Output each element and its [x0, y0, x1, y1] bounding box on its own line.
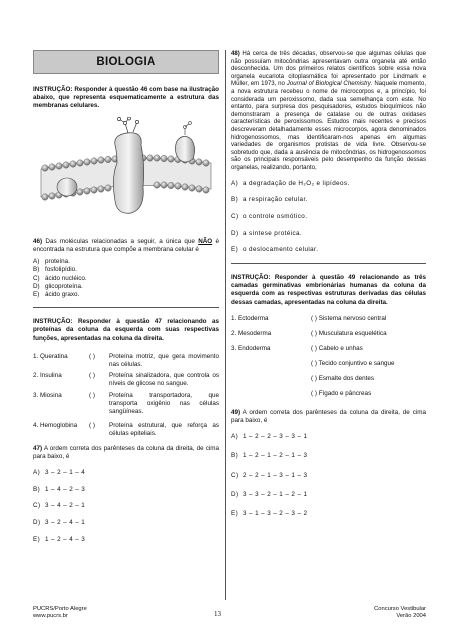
footer-left — [33, 606, 219, 621]
q49-paren-1[interactable]: ( ) — [311, 314, 317, 322]
q49-right-2: ( ) Musculatura esquelética — [311, 329, 387, 337]
q46-text-a: Das moléculas relacionadas a seguir, a única que — [42, 237, 199, 245]
q49-option-c[interactable]: C) 2 – 2 – 1 – 3 – 1 – 3 — [231, 471, 308, 479]
peripheral-protein — [175, 136, 194, 162]
q47-paren-2[interactable]: ( ) — [89, 372, 95, 380]
q48-option-e[interactable]: E) o deslocamento celular. — [231, 246, 319, 254]
q47-right-1: Proteína motriz, que gera movimento nas células. — [109, 352, 219, 369]
q49-right-4: ( ) Tecido conjuntivo e sangue — [311, 359, 395, 367]
q48-option-b[interactable]: B) a respiração celular. — [231, 196, 308, 204]
q48-options — [231, 180, 426, 255]
q47-paren-3[interactable]: ( ) — [89, 391, 95, 399]
footer-exam-name: Concurso Vestibular — [374, 606, 426, 612]
q49-right-6: ( ) Fígado e pâncreas — [311, 389, 372, 397]
q47-number: 47) — [33, 444, 43, 452]
question-47 — [33, 445, 219, 461]
footer-exam-edition: Verão 2004 — [396, 613, 426, 620]
q47-options — [33, 469, 219, 544]
q47-option-d[interactable]: D) 3 – 2 – 4 – 1 — [33, 519, 86, 527]
q49-left-1: 1. Ectoderma — [231, 314, 269, 322]
q48-number: 48) — [231, 50, 240, 57]
q49-matching — [231, 315, 426, 405]
q48-text-a: Há cerca de três décadas, observou-se que algumas células que não possuíam mitocôndrias apresentavam outra organela até então desconhecida. Um dos primeiros relatos científicos sobre essa nova organela eucariota citoplasmática foi apresentado por Lindmark e Müller, em 1973, no — [231, 50, 426, 88]
q47-text: A ordem correta dos parênteses da coluna da direita, de cima para baixo, é — [33, 444, 219, 460]
q47-option-b[interactable]: B) 1 – 4 – 2 – 3 — [33, 485, 86, 493]
q47-paren-4[interactable]: ( ) — [89, 422, 95, 430]
q49-paren-6[interactable]: ( ) — [311, 389, 317, 397]
q46-options — [33, 258, 219, 299]
section-title: BIOLOGIA — [96, 55, 156, 68]
q48-option-d[interactable]: D) a síntese protéica. — [231, 229, 303, 237]
page-number: 13 — [214, 610, 221, 618]
question-48 — [231, 50, 426, 172]
footer-website[interactable]: www.pucrs.br — [33, 613, 68, 620]
q47-left-1: 1. Queratina — [33, 352, 68, 360]
instruction-49: INSTRUÇÃO: Responder à questão 49 relacionando as três camadas germinativas embrionárias humanas da coluna da esquerda com as respectivas estruturas derivadas das células dessas camadas, apresentadas na coluna da direita. — [231, 274, 426, 306]
q48-option-a[interactable]: A) a degradação de H₂O₂ e lipídeos. — [231, 179, 350, 187]
q46-option-c[interactable]: C) ácido nucléico. — [33, 274, 87, 282]
q49-option-a[interactable]: A) 1 – 2 – 2 – 3 – 3 – 1 — [231, 433, 308, 441]
q49-left-3: 3. Endoderma — [231, 344, 271, 352]
q47-right-4: Proteína estrutural, que reforça as células epiteliais. — [109, 422, 219, 438]
q49-left-2: 2. Mesoderma — [231, 329, 272, 337]
membrane-illustration — [33, 117, 219, 225]
q47-option-c[interactable]: C) 3 – 4 – 2 – 1 — [33, 502, 86, 510]
q47-option-a[interactable]: A) 3 – 2 – 1 – 4 — [33, 469, 86, 477]
q47-matching — [33, 353, 219, 439]
footer-institution: PUCRS/Porto Alegre — [33, 606, 87, 612]
section-title-box — [33, 50, 219, 74]
transmembrane-protein — [113, 132, 143, 213]
q49-paren-2[interactable]: ( ) — [311, 329, 317, 337]
left-column — [33, 50, 219, 553]
q49-right-3: ( ) Cabelo e unhas — [311, 344, 363, 352]
q49-paren-5[interactable]: ( ) — [311, 374, 317, 382]
q47-left-3: 3. Miosina — [33, 391, 62, 399]
q49-number: 49) — [231, 408, 241, 416]
q49-option-e[interactable]: E) 3 – 1 – 3 – 2 – 3 – 2 — [231, 510, 308, 518]
glycoprotein-chains — [117, 117, 138, 133]
separator — [231, 263, 426, 264]
q46-option-b[interactable]: B) fosfolipídio. — [33, 266, 77, 274]
q46-text-b: é encontrada na estrutura que compõe a membrana celular é — [33, 237, 219, 254]
q46-option-d[interactable]: D) glicoproteína. — [33, 282, 83, 290]
question-49 — [231, 409, 426, 425]
q47-left-2: 2. Insulina — [33, 372, 62, 380]
q49-text: A ordem correta dos parênteses da coluna da direita, de cima para baixo, é — [231, 408, 426, 425]
q46-option-e[interactable]: E) ácido graxo. — [33, 291, 80, 299]
q47-option-e[interactable]: E) 1 – 2 – 4 – 3 — [33, 535, 86, 543]
q46-emphasis: NÃO — [198, 237, 213, 245]
q46-number: 46) — [33, 237, 43, 245]
q49-right-1: ( ) Sistema nervoso central — [311, 314, 387, 322]
right-column — [231, 50, 426, 527]
q49-option-b[interactable]: B) 1 – 2 – 1 – 2 – 1 – 3 — [231, 452, 308, 460]
q49-paren-3[interactable]: ( ) — [311, 344, 317, 352]
q49-options — [231, 433, 426, 518]
q47-left-4: 4. Hemoglobina — [33, 422, 78, 430]
separator — [33, 307, 219, 308]
q49-right-5: ( ) Esmalte dos dentes — [311, 374, 375, 382]
question-46 — [33, 238, 219, 254]
q47-right-3: Proteína transportadora, que transporta oxigênio nas células sangüíneas. — [109, 391, 219, 416]
q46-option-a[interactable]: A) proteína. — [33, 258, 70, 266]
instruction-47: INSTRUÇÃO: Responder à questão 47 relacionando as proteínas da coluna da esquerda com suas respectivas funções, apresentadas na coluna da direita. — [33, 318, 219, 342]
embedded-protein — [57, 178, 77, 196]
q48-text-b: . Naquele momento, a nova estrutura recebeu o nome de microcorpos e, a princípio, foi considerada um peroxissomo, dada sua semelhança com este. No entanto, para surpresa dos pesquisadores, estudos bioquímicos não demonstraram a presença de catalase ou de outras oxidases características de peroxissomos. Estudos mais recentes e precisos descreveram detalhadamente esses microcorpos, agora denominados hidrogenossomos, mas identificaram-nos apenas em algumas variedades de organismos protistas de vida livre. Observou-se sobretudo que, dada a ausência de mitocôndrias, os hidrogenossomos são os principais responsáveis pelo desempenho da função dessas organelas, realizando, portanto, — [231, 80, 427, 171]
q48-journal: Journal of Biological Chemistry — [286, 80, 371, 88]
q49-paren-4[interactable]: ( ) — [311, 359, 317, 367]
q47-paren-1[interactable]: ( ) — [89, 352, 95, 360]
q48-option-c[interactable]: C) o controle osmótico. — [231, 212, 308, 220]
instruction-46: INSTRUÇÃO: Responder à questão 46 com base na ilustração abaixo, que representa esquematicamente a estrutura das membranas celulares. — [33, 86, 219, 110]
footer-right — [330, 606, 426, 621]
q47-right-2: Proteína sinalizadora, que controla os níveis de glicose no sangue. — [109, 372, 219, 388]
q49-option-d[interactable]: D) 3 – 3 – 2 – 1 – 2 – 1 — [231, 490, 308, 498]
column-divider — [225, 50, 226, 600]
